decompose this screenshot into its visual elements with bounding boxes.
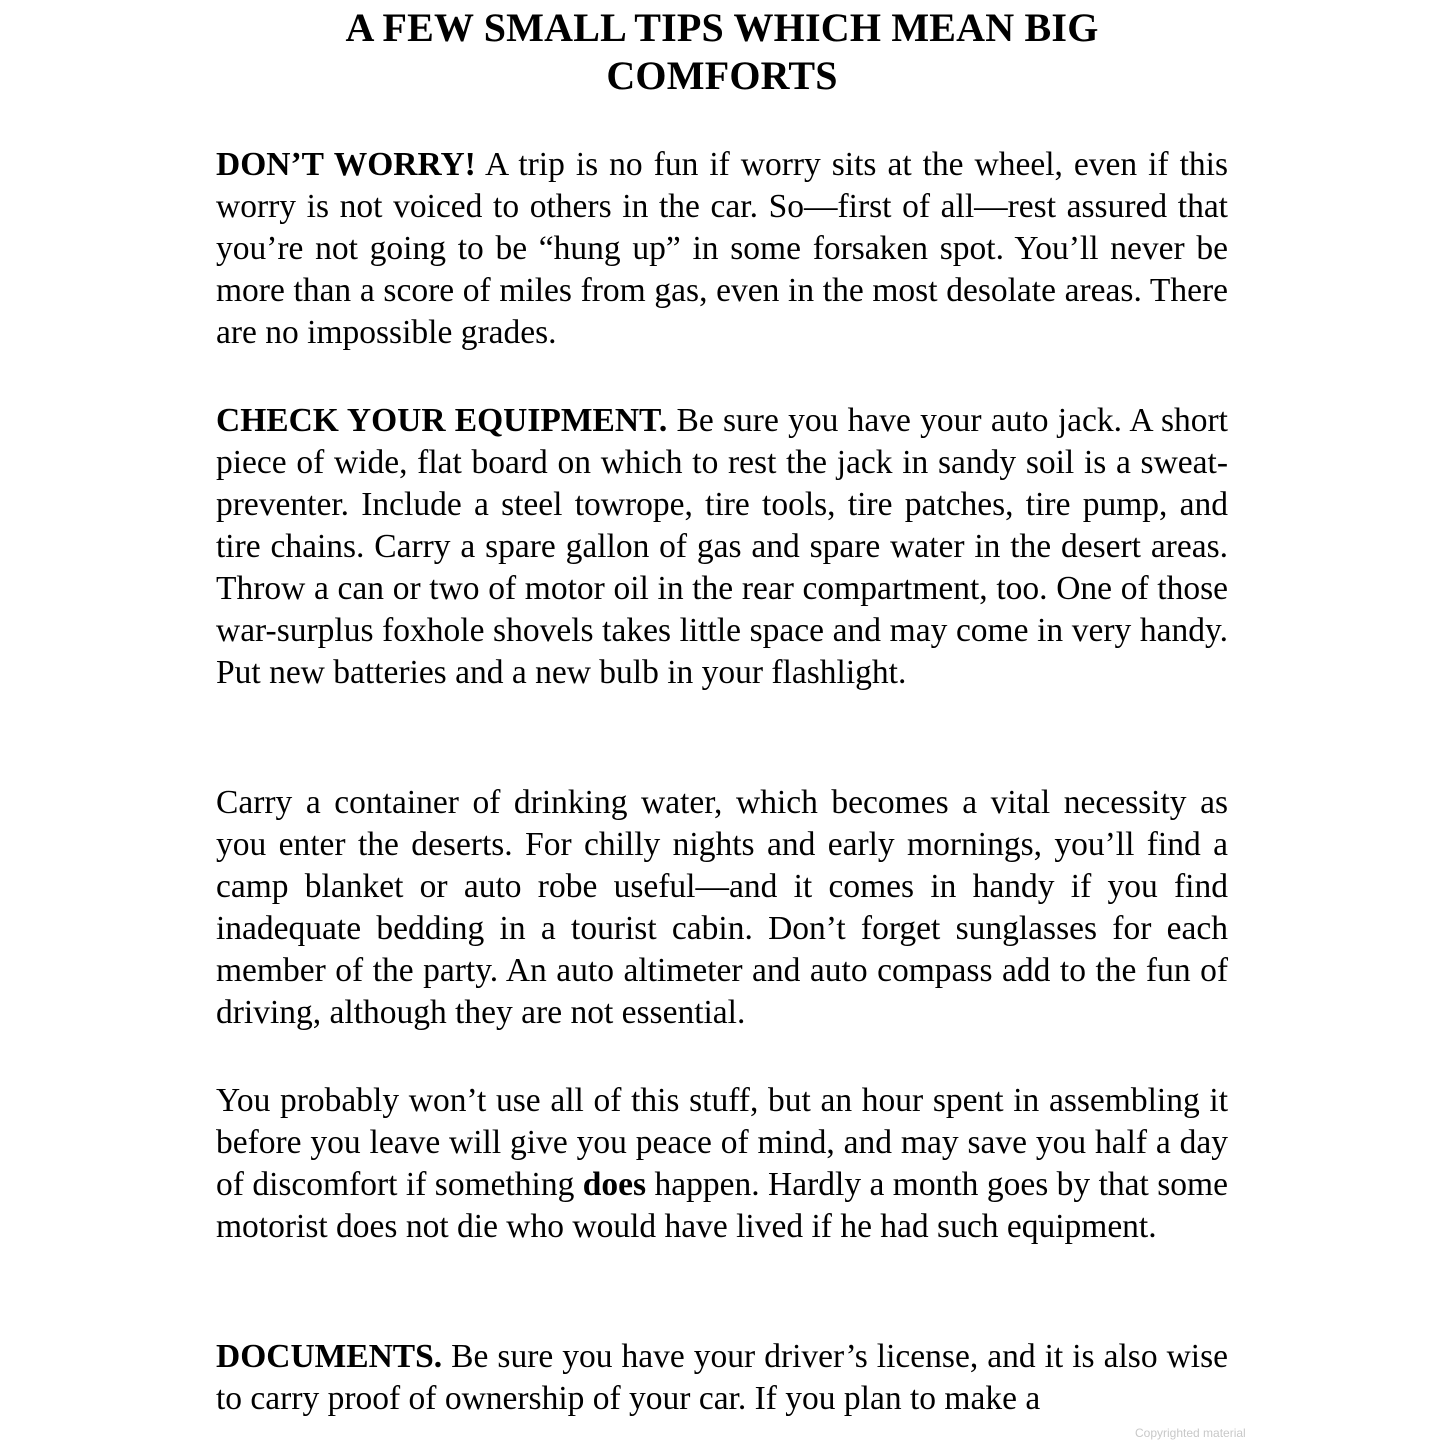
paragraph-drinking-water bbox=[216, 782, 1228, 1034]
page-title bbox=[216, 4, 1228, 100]
paragraph-documents bbox=[216, 1336, 1228, 1420]
paragraph-check-equipment bbox=[216, 400, 1228, 694]
paragraph-dont-worry bbox=[216, 144, 1228, 354]
paragraph-heading-dont-worry: DON’T WORRY! bbox=[216, 146, 476, 183]
page-title-line-1: A FEW SMALL TIPS WHICH MEAN BIG bbox=[345, 5, 1099, 50]
paragraph-heading-documents: DOCUMENTS. bbox=[216, 1338, 443, 1375]
paragraph-body-peace-of-mind-start: You probably won’t use all of this stuff, but an hour spent in assembling it before you leave will give you peace of mind, and may save you half a day of discomfort if something bbox=[216, 1082, 1228, 1203]
emphasis-does: does bbox=[582, 1166, 647, 1203]
copyright-watermark: Copyrighted material bbox=[1135, 1426, 1246, 1440]
document-page bbox=[216, 0, 1228, 1417]
paragraph-body-peace-of-mind-end: happen. Hardly a month goes by that some motorist does not die who would have lived if he had such equipment. bbox=[216, 1166, 1228, 1245]
paragraph-peace-of-mind bbox=[216, 1080, 1228, 1248]
paragraph-heading-check-equipment: CHECK YOUR EQUIPMENT. bbox=[216, 402, 668, 439]
paragraph-body-drinking-water: Carry a container of drinking water, which becomes a vital necessity as you enter the deserts. For chilly nights and early mornings, you’ll find a camp blanket or auto robe useful—and it comes in handy if you find inadequate bedding in a tourist cabin. Don’t forget sunglasses for each member of the party. An auto altimeter and auto compass add to the fun of driving, although they are not essential. bbox=[216, 784, 1228, 1031]
paragraph-body-documents: Be sure you have your driver’s license, and it is also wise to carry proof of ownership of your car. If you plan to make a bbox=[216, 1338, 1228, 1417]
paragraph-body-dont-worry: A trip is no fun if worry sits at the wheel, even if this worry is not voiced to others in the car. So—first of all—rest assured that you’re not going to be “hung up” in some forsaken spot. You’ll never be more than a score of miles from gas, even in the most desolate areas. There are no impossible grades. bbox=[216, 146, 1228, 351]
page-title-line-2: COMFORTS bbox=[606, 53, 838, 98]
paragraph-body-check-equipment: Be sure you have your auto jack. A short piece of wide, flat board on which to rest the jack in sandy soil is a sweat-preventer. Include a steel towrope, tire tools, tire patches, tire pump, and tire chains. Carry a spare gallon of gas and spare water in the desert areas. Throw a can or two of motor oil in the rear compartment, too. One of those war-surplus foxhole shovels takes little space and may come in very handy. Put new batteries and a new bulb in your flashlight. bbox=[216, 402, 1228, 691]
